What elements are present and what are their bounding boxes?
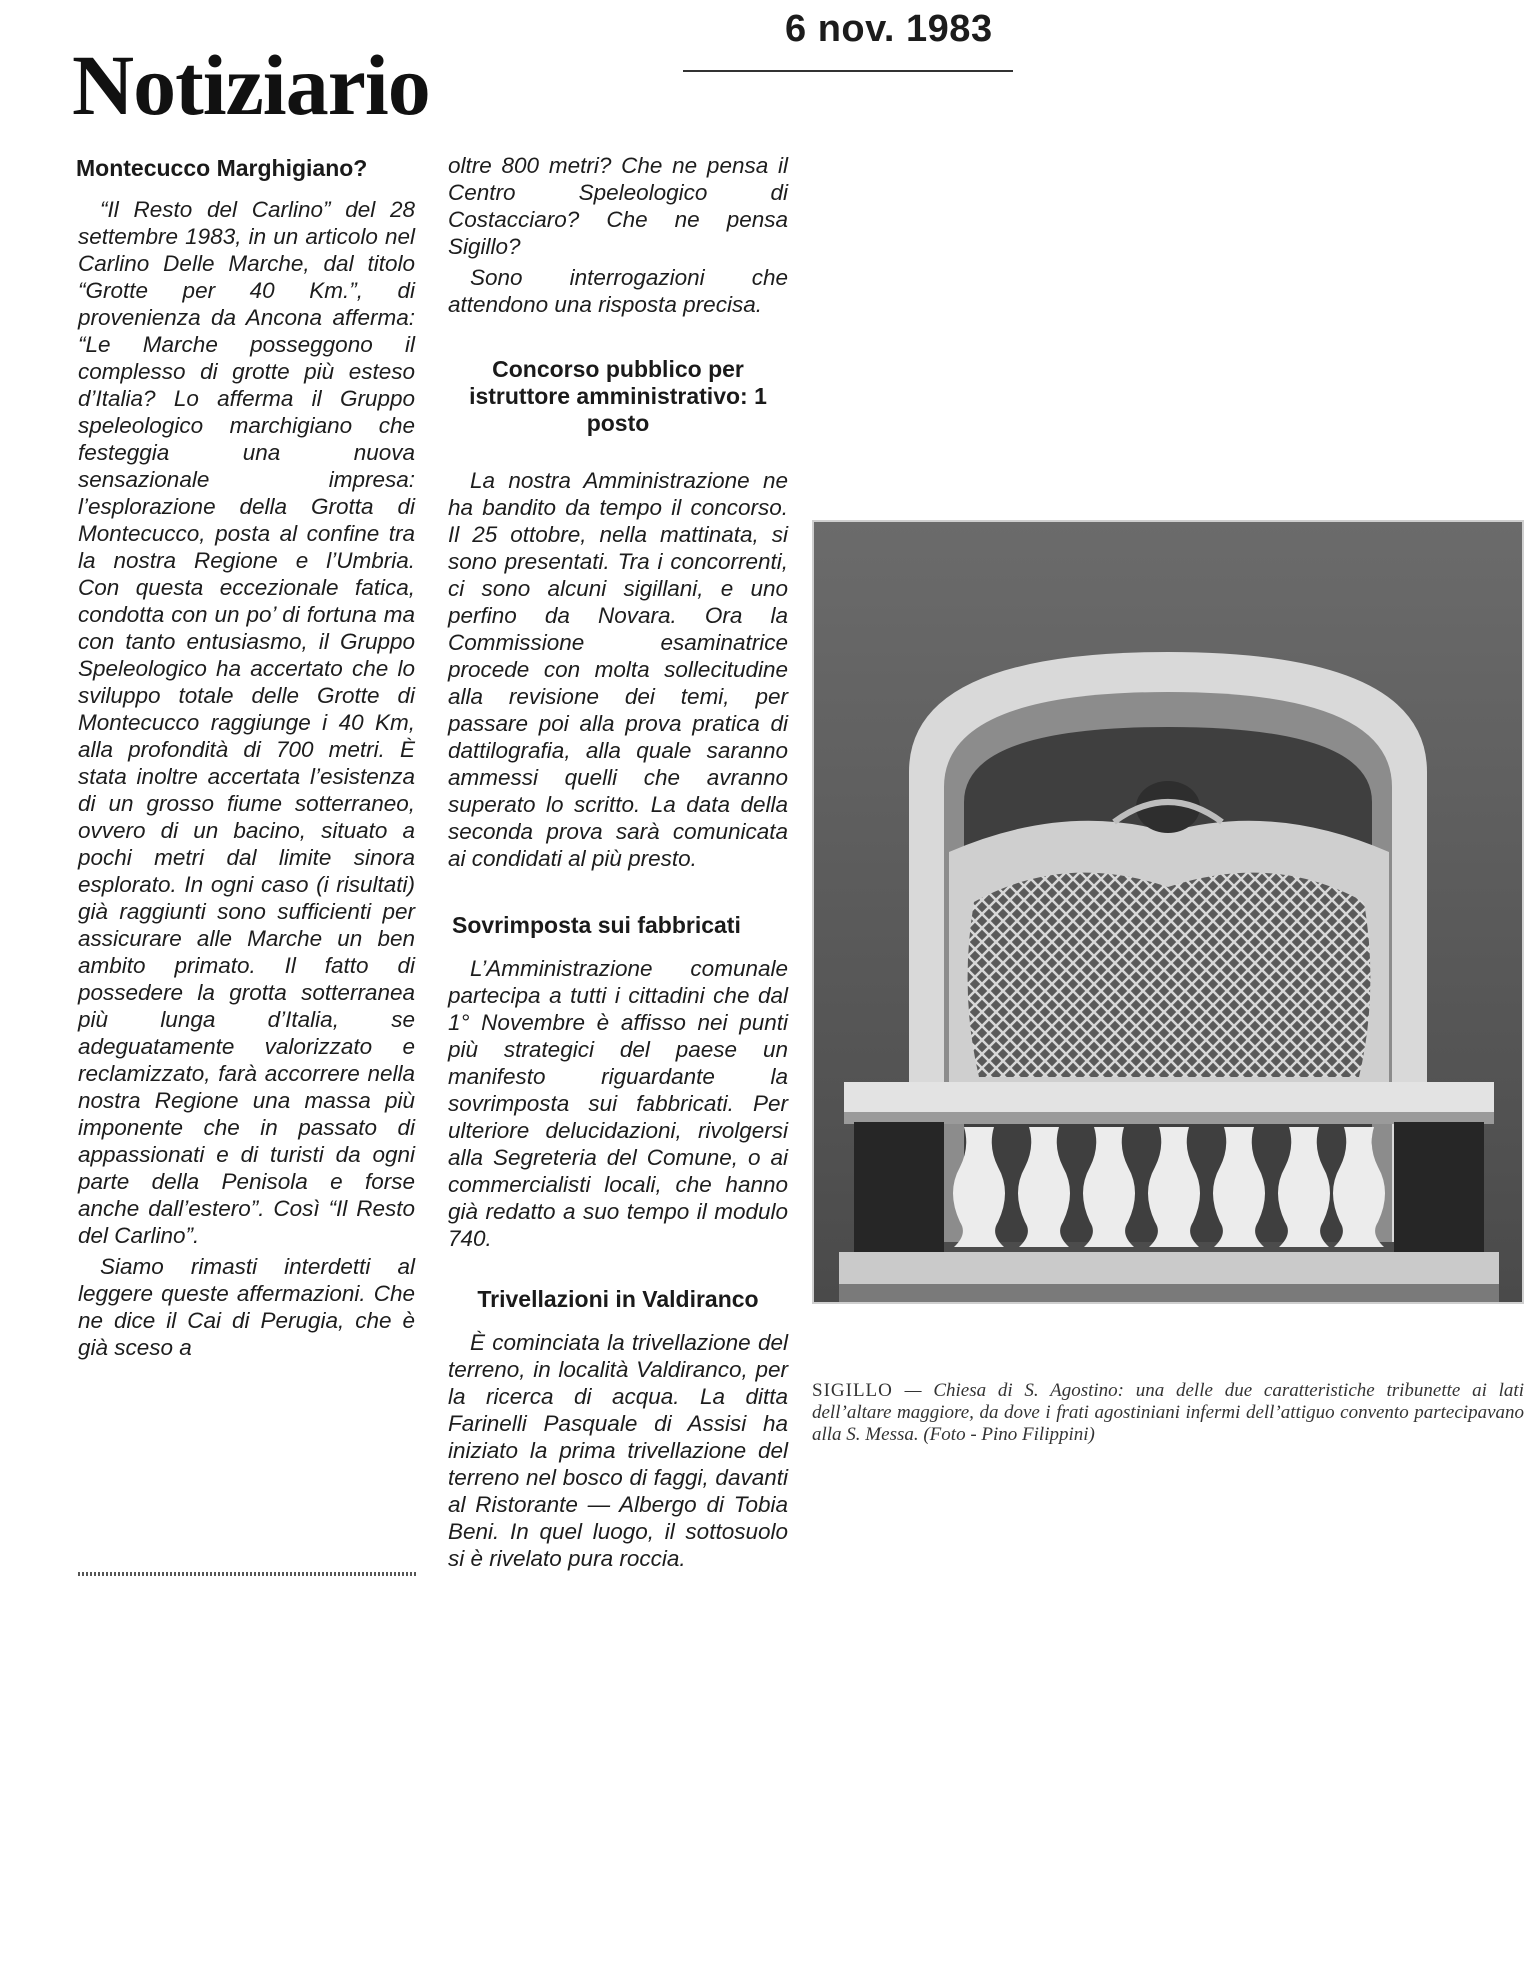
balcony-illustration bbox=[814, 522, 1522, 1302]
date-underline bbox=[683, 70, 1013, 72]
article-montecucco bbox=[76, 155, 415, 1365]
paragraph: Sono interrogazioni che attendono una risposta precisa. bbox=[448, 265, 788, 317]
heading-concorso: Concorso pubblico per istruttore amministrativo: 1 posto bbox=[469, 356, 767, 436]
paragraph: L’Amministrazione comunale partecipa a tutti i cittadini che dal 1° Novembre è affisso nei punti più strategici del paese un manifesto riguardante la sovrimposta sui fabbricati. Per ulteriore delucidazioni, rivolgersi alla Segreteria del Comune, o ai commercialisti locali, che hanno già redatto a suo tempo il modulo 740. bbox=[448, 956, 788, 1251]
paragraph: “Il Resto del Carlino” del 28 settembre 1983, in un articolo nel Carlino Delle Marche, dal titolo “Grotte per 40 Km.”, di provenienza da Ancona afferma: “Le Marche posseggono il complesso di grotte più esteso d’Italia? Lo afferma il Gruppo speleologico marchigiano che festeggia una nuova sensazionale impresa: l’esplorazione della Grotta di Montecucco, posta al confine tra la nostra Regione e l’Umbria. Con questa eccezionale fatica, condotta con un po’ di fortuna ma con tanto entusiasmo, il Gruppo Speleologico ha accertato che lo sviluppo totale delle Grotte di Montecucco raggiunge i 40 Km, alla profondità di 700 metri. È stata inoltre accertata l’esistenza di un grosso fiume sotterraneo, ovvero di un bacino, situato a pochi metri dal limite sinora esplorato. In ogni caso (i risultati) già raggiunti sono sufficienti per assicurare alle Marche un ben ambito primato. Il fatto di possedere la grotta sotterranea più lunga d’Italia, se adeguatamente valorizzato e reclamizzato, farà accorrere nella nostra Regione una massa più imponente che in passato di appassionati e di turisti da ogni parte della Penisola e forse anche dall’estero”. Così “Il Resto del Carlino”. bbox=[78, 197, 415, 1248]
paragraph: Siamo rimasti interdetti al leggere queste affermazioni. Che ne dice il Cai di Perugia, che è già sceso a bbox=[78, 1254, 415, 1360]
paragraph: È cominciata la trivellazione del terreno, in località Valdiranco, per la ricerca di acqua. La ditta Farinelli Pasquale di Assisi ha iniziato la prima trivellazione del terreno nel bosco di faggi, davanti al Ristorante — Albergo di Tobia Beni. In quel luogo, il sottosuolo si è rivelato pura roccia. bbox=[448, 1330, 788, 1571]
heading-montecucco: Montecucco Marghigiano? bbox=[76, 155, 368, 181]
photo-caption bbox=[812, 1380, 1524, 1446]
paragraph: La nostra Amministrazione ne ha bandito da tempo il concorso. Il 25 ottobre, nella mattinata, si sono presentati. Tra i concorrenti, ci sono alcuni sigillani, e uno perfino da Novara. Ora la Commissione esaminatrice procede con molta sollecitudine alla revisione dei temi, per passare poi alla prova pratica di dattilografia, alla quale saranno ammessi quelli che avranno superato lo scritto. La data della seconda prova sarà comunicata ai condidati al più presto. bbox=[448, 468, 788, 871]
caption-lead: SIGILLO bbox=[812, 1380, 893, 1401]
heading-sovrimposta: Sovrimposta sui fabbricati bbox=[452, 912, 741, 938]
photo-church-balcony bbox=[812, 520, 1524, 1304]
caption-text: — Chiesa di S. Agostino: una delle due caratteristiche tribunette ai lati dell’altare maggiore, da dove i frati agostiniani infermi dell’attiguo convento partecipavano alla S. Messa. (Foto - Pino Filippini) bbox=[812, 1380, 1524, 1445]
heading-trivellazioni: Trivellazioni in Valdiranco bbox=[477, 1286, 759, 1312]
paragraph: oltre 800 metri? Che ne pensa il Centro Speleologico di Costacciaro? Che ne pensa Sigillo? bbox=[448, 153, 788, 259]
column-two bbox=[448, 152, 788, 1576]
clipping-date: 6 nov. 1983 bbox=[785, 8, 993, 50]
column-end-divider bbox=[78, 1572, 418, 1576]
masthead-title: Notiziario bbox=[72, 37, 430, 133]
